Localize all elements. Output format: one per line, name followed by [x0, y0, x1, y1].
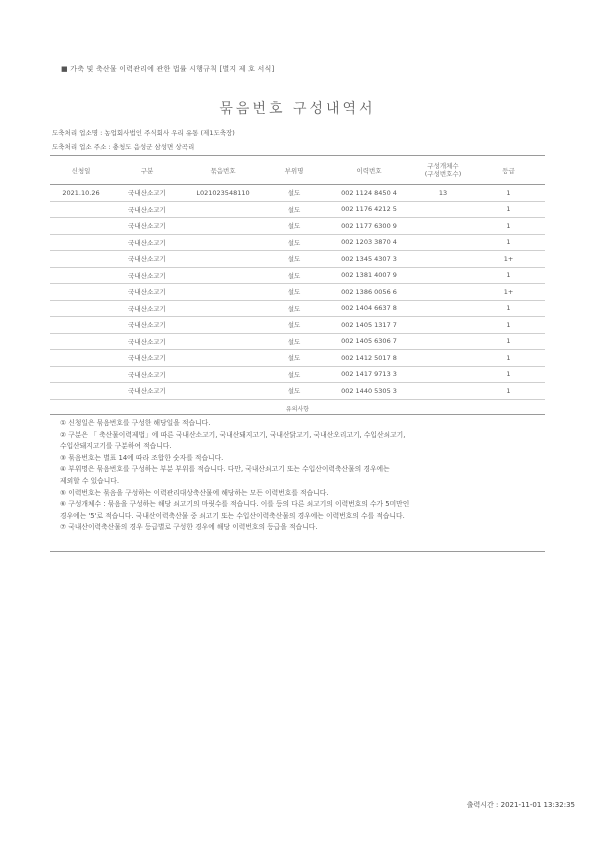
cell-trace-number: 002 1404 6637 8 — [324, 300, 414, 317]
cell-date — [50, 284, 112, 301]
facility-address-line: 도축처리 업소 주소 : 충청도 음성군 삼성면 상곡리 — [52, 143, 195, 151]
header-grade: 등급 — [472, 156, 545, 185]
cell-part-name: 설도 — [264, 284, 324, 301]
cell-category: 국내산소고기 — [112, 300, 182, 317]
cell-unit-count — [414, 201, 472, 218]
cell-unit-count — [414, 366, 472, 383]
print-time-label: 출력시간 : — [466, 801, 499, 809]
cell-unit-count — [414, 251, 472, 268]
cell-category: 국내산소고기 — [112, 185, 182, 202]
cell-category: 국내산소고기 — [112, 366, 182, 383]
cell-trace-number: 002 1417 9713 3 — [324, 366, 414, 383]
cell-bundle-number — [182, 317, 264, 334]
remarks-list — [60, 418, 540, 534]
remark-item: ⑥ 구성개체수 : 묶음을 구성하는 해당 쇠고기의 마릿수를 적습니다. 이를 등의 다른 쇠고기의 이력번호의 수가 5미만인 — [60, 500, 410, 509]
cell-trace-number: 002 1405 1317 7 — [324, 317, 414, 334]
remarks-title: 유의사항 — [285, 406, 310, 413]
cell-date — [50, 350, 112, 367]
legal-form-note: ■ 가축 및 축산물 이력관리에 관한 법률 시행규칙 [별지 제 호 서식] — [61, 65, 275, 73]
cell-grade: 1+ — [472, 284, 545, 301]
cell-grade: 1 — [472, 366, 545, 383]
cell-unit-count — [414, 333, 472, 350]
cell-unit-count — [414, 234, 472, 251]
cell-part-name: 설도 — [264, 201, 324, 218]
cell-trace-number: 002 1381 4007 9 — [324, 267, 414, 284]
cell-category: 국내산소고기 — [112, 201, 182, 218]
cell-date — [50, 234, 112, 251]
table-row — [50, 317, 545, 334]
cell-unit-count — [414, 300, 472, 317]
header-bundle-number: 묶음번호 — [182, 156, 264, 185]
cell-date — [50, 218, 112, 235]
cell-trace-number: 002 1124 8450 4 — [324, 185, 414, 202]
cell-part-name: 설도 — [264, 185, 324, 202]
cell-part-name: 설도 — [264, 350, 324, 367]
cell-bundle-number — [182, 300, 264, 317]
remark-item: ⑦ 국내산이력축산물의 경우 등급별로 구성한 경우에 해당 이력번호의 등급을 적습니다. — [60, 523, 318, 532]
cell-bundle-number — [182, 234, 264, 251]
table-row — [50, 218, 545, 235]
remark-item: 제외할 수 있습니다. — [60, 476, 120, 485]
cell-grade: 1 — [472, 350, 545, 367]
cell-date — [50, 251, 112, 268]
print-timestamp — [467, 800, 575, 810]
cell-bundle-number — [182, 284, 264, 301]
cell-unit-count — [414, 350, 472, 367]
remark-item: ① 신청일은 묶음번호를 구성한 해당일을 적습니다. — [60, 419, 211, 427]
table-row — [50, 366, 545, 383]
cell-part-name: 설도 — [264, 383, 324, 400]
cell-grade: 1 — [472, 185, 545, 202]
cell-date — [50, 300, 112, 317]
cell-date — [50, 267, 112, 284]
header-part-name: 부위명 — [264, 156, 324, 185]
cell-part-name: 설도 — [264, 267, 324, 284]
header-category: 구분 — [112, 156, 182, 185]
cell-trace-number: 002 1345 4307 3 — [324, 251, 414, 268]
cell-bundle-number — [182, 366, 264, 383]
cell-trace-number: 002 1203 3870 4 — [324, 234, 414, 251]
header-unit-count-line1: 구성개체수 — [427, 162, 459, 170]
cell-trace-number: 002 1386 0056 6 — [324, 284, 414, 301]
facility-name-line: 도축처리 업소명 : 농업회사법인 주식회사 우리 유통 (제1도축장) — [52, 129, 235, 137]
cell-unit-count — [414, 267, 472, 284]
remark-item: ④ 부위명은 묶음번호를 구성하는 부분 부위를 적습니다. 다만, 국내산쇠고기 또는 수입산이력축산물의 경우에는 — [60, 465, 390, 474]
header-date: 신청일 — [50, 156, 112, 185]
cell-grade: 1 — [472, 218, 545, 235]
print-time-value: 2021-11-01 13:32:35 — [500, 801, 575, 809]
cell-trace-number: 002 1412 5017 8 — [324, 350, 414, 367]
cell-category: 국내산소고기 — [112, 251, 182, 268]
table-row — [50, 284, 545, 301]
remark-item: ③ 묶음번호는 별표 14에 따라 조합한 숫자를 적습니다. — [60, 453, 224, 462]
cell-unit-count: 13 — [414, 185, 472, 202]
cell-grade: 1 — [472, 267, 545, 284]
cell-grade: 1 — [472, 317, 545, 334]
cell-grade: 1 — [472, 201, 545, 218]
cell-category: 국내산소고기 — [112, 284, 182, 301]
table-row — [50, 300, 545, 317]
cell-unit-count — [414, 284, 472, 301]
cell-part-name: 설도 — [264, 234, 324, 251]
cell-grade: 1 — [472, 300, 545, 317]
cell-category: 국내산소고기 — [112, 333, 182, 350]
header-unit-count-line2: (구성번호수) — [424, 170, 462, 178]
cell-bundle-number — [182, 267, 264, 284]
cell-trace-number: 002 1405 6306 7 — [324, 333, 414, 350]
table-row — [50, 267, 545, 284]
cell-grade: 1+ — [472, 251, 545, 268]
cell-bundle-number — [182, 383, 264, 400]
cell-category: 국내산소고기 — [112, 267, 182, 284]
table-row — [50, 234, 545, 251]
cell-category: 국내산소고기 — [112, 218, 182, 235]
cell-grade: 1 — [472, 234, 545, 251]
cell-trace-number: 002 1440 5305 3 — [324, 383, 414, 400]
table-row — [50, 350, 545, 367]
cell-trace-number: 002 1176 4212 5 — [324, 201, 414, 218]
cell-date — [50, 333, 112, 350]
table-row — [50, 383, 545, 400]
cell-part-name: 설도 — [264, 317, 324, 334]
cell-bundle-number — [182, 218, 264, 235]
table-row — [50, 251, 545, 268]
cell-bundle-number — [182, 251, 264, 268]
document-title: 묶음번호 구성내역서 — [219, 101, 376, 117]
table-row — [50, 201, 545, 218]
cell-part-name: 설도 — [264, 333, 324, 350]
cell-part-name: 설도 — [264, 300, 324, 317]
cell-bundle-number — [182, 350, 264, 367]
table-body — [50, 185, 545, 400]
remark-item: 수입산돼지고기를 구분하여 적습니다. — [60, 442, 172, 451]
cell-trace-number: 002 1177 6300 9 — [324, 218, 414, 235]
cell-unit-count — [414, 218, 472, 235]
cell-date — [50, 383, 112, 400]
cell-category: 국내산소고기 — [112, 234, 182, 251]
table-row — [50, 185, 545, 202]
cell-grade: 1 — [472, 333, 545, 350]
cell-bundle-number — [182, 201, 264, 218]
composition-table — [50, 155, 545, 400]
remark-item: 경우에는 '5'로 적습니다. 국내산이력축산물 중 쇠고기 또는 수입산이력축산물의 경우에는 이력번호의 수를 적습니다. — [60, 511, 405, 520]
table-header-row — [50, 156, 545, 185]
cell-category: 국내산소고기 — [112, 383, 182, 400]
cell-date — [50, 366, 112, 383]
cell-grade: 1 — [472, 383, 545, 400]
cell-bundle-number — [182, 333, 264, 350]
cell-date — [50, 317, 112, 334]
cell-part-name: 설도 — [264, 218, 324, 235]
cell-part-name: 설도 — [264, 251, 324, 268]
cell-category: 국내산소고기 — [112, 317, 182, 334]
cell-bundle-number: L021023548110 — [182, 185, 264, 202]
remark-item: ② 구분은 「 축산물이력제법」에 따른 국내산소고기, 국내산돼지고기, 국내산닭고기, 국내산오리고기, 수입산쇠고기, — [60, 430, 406, 439]
header-trace-number: 이력번호 — [324, 156, 414, 185]
cell-unit-count — [414, 317, 472, 334]
cell-part-name: 설도 — [264, 366, 324, 383]
cell-date — [50, 201, 112, 218]
cell-unit-count — [414, 383, 472, 400]
cell-category: 국내산소고기 — [112, 350, 182, 367]
remark-item: ⑤ 이력번호는 묶음을 구성하는 이력관리대상축산물에 해당하는 모든 이력번호를 적습니다. — [60, 488, 329, 497]
table-row — [50, 333, 545, 350]
header-unit-count — [414, 156, 472, 185]
cell-date: 2021.10.26 — [50, 185, 112, 202]
